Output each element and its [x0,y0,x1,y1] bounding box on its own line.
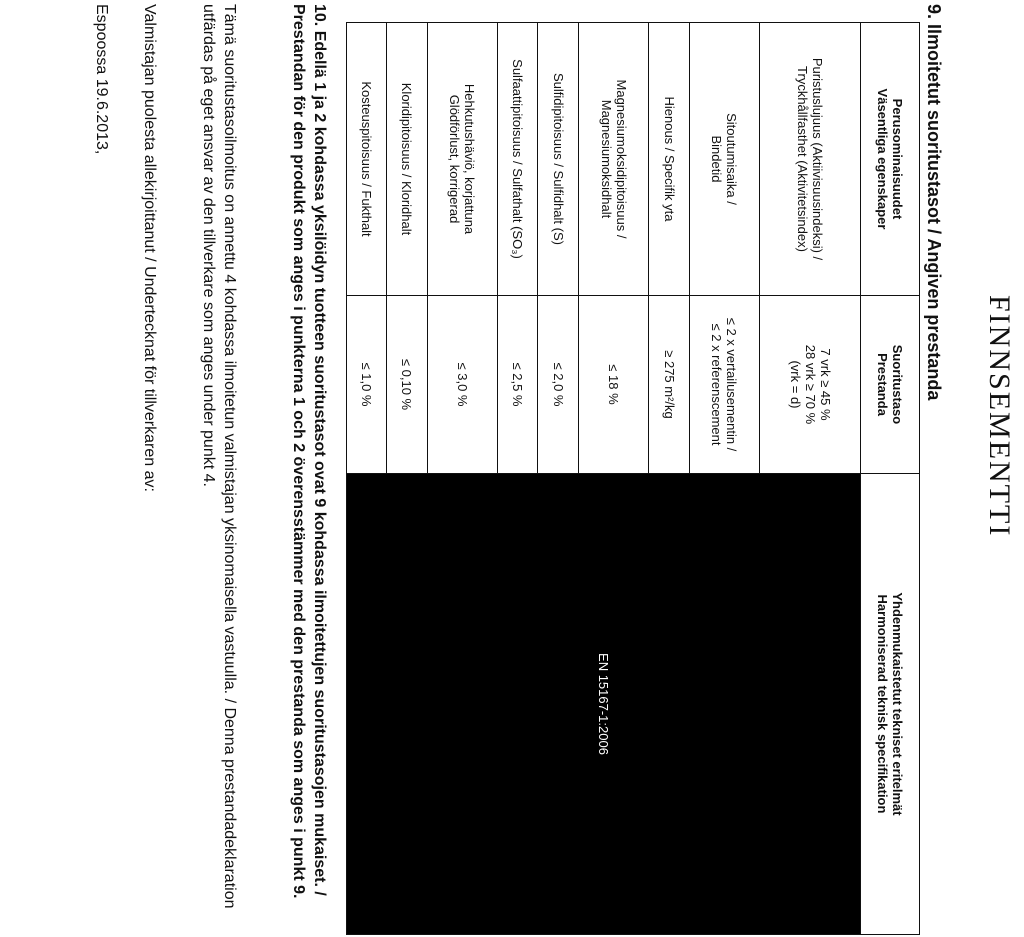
header-text-sv: Väsentliga egenskaper [875,88,890,230]
characteristic-text: Kosteuspitoisuus / Fukthalt [359,81,375,237]
performance-cell [578,296,649,474]
characteristic-text: Hienous / Specifik yta [661,96,677,222]
characteristic-cell [689,23,760,296]
company-logo: FINNSEMENTTI [983,295,1016,538]
performance-text: 28 vrk ≥ 70 % [802,344,818,425]
header-text-sv: Harmoniserad teknisk specifikation [875,594,890,814]
header-text-fi: Yhdenmukaistetut tekniset eritelmät [890,592,905,816]
characteristic-text: Tryckhållfasthet (Aktivitetsindex) [795,66,811,252]
performance-cell [387,296,427,474]
performance-cell [760,296,861,474]
section-9-heading: 9. Ilmoitetut suoritustasot / Angiven prestanda [924,4,944,401]
characteristic-text: Glödförlust, korrigerad [447,94,463,224]
performance-text: 7 vrk ≥ 45 % [817,348,833,421]
header-text-sv: Prestanda [875,353,890,416]
performance-text: ≤ 18 % [606,364,622,405]
characteristic-text: Magnesiumoksidipitoisuus / [613,79,629,239]
characteristic-cell [387,23,427,296]
performance-text: (vrk = d) [787,360,803,409]
characteristic-text: Sitoutumisaika / [724,113,740,205]
header-characteristics [861,23,920,296]
header-performance [861,296,920,474]
characteristic-cell [649,23,689,296]
characteristic-cell [347,23,387,296]
performance-cell [347,296,387,474]
characteristic-cell [538,23,578,296]
performance-text: ≤ 2 x referenscement [709,323,725,446]
characteristic-text: Puristuslujuus (Aktiivisuusindeksi) / [810,57,826,261]
performance-text: ≤ 2 x vertailusementin / [724,317,740,452]
characteristic-text: Sulfaattipitoisuus / Sulfathalt (SO₃) [510,59,526,259]
performance-table [346,22,920,935]
specification-cell [347,474,861,935]
performance-cell [498,296,538,474]
specification-text: EN 15167-1:2006 [596,653,611,755]
performance-cell [649,296,689,474]
section-10-statement: 10. Edellä 1 ja 2 kohdassa yksilöidyn tuotteen suoritustasot ovat 9 kohdassa ilmoitettujen suoritustasojen mukaiset. / Prestandan för den produkt som anges i punkterna 1 och 2 överensstämmer med den prestanda som anges i punkt 9. [290,4,328,899]
characteristic-text: Hehkutushäviö, korjattuna [462,83,478,235]
characteristic-cell [427,23,498,296]
performance-text: ≤ 3,0 % [454,362,470,407]
place-date: Espoossa 19.6.2013, [93,4,110,155]
performance-cell [689,296,760,474]
signature-line: Valmistajan puolesta allekirjoittanut / Undertecknat för tillverkaren av: [141,4,158,492]
performance-text: ≥ 275 m²/kg [661,350,677,419]
performance-text: ≤ 2,0 % [550,362,566,407]
performance-text: ≤ 0,10 % [399,358,415,411]
responsibility-paragraph: Tämä suoritustasoilmoitus on annettu 4 kohdassa ilmoitetun valmistajan yksinomaisella vastuulla. / Denna prestandadeklaration utfärdas på eget ansvar av den tillverkare som anges under punkt 4. [200,4,238,909]
header-specification [861,474,920,935]
characteristic-cell [578,23,649,296]
characteristic-text: Sulfidipitoisuus / Sulfidhalt (S) [550,73,566,245]
characteristic-cell [498,23,538,296]
performance-text: ≤ 2,5 % [510,362,526,407]
header-text-fi: Perusominaisuudet [890,98,905,220]
characteristic-text: Kloridipitoisuus / Kloridhalt [399,82,415,236]
performance-cell [427,296,498,474]
table-header-row [861,23,920,935]
characteristic-text: Bindetid [709,135,725,183]
header-text-fi: Suoritustaso [890,344,905,425]
characteristic-cell [760,23,861,296]
table-row [760,23,861,935]
performance-cell [538,296,578,474]
characteristic-text: Magnesiumoksidhalt [598,99,614,219]
performance-text: ≤ 1,0 % [359,362,375,407]
